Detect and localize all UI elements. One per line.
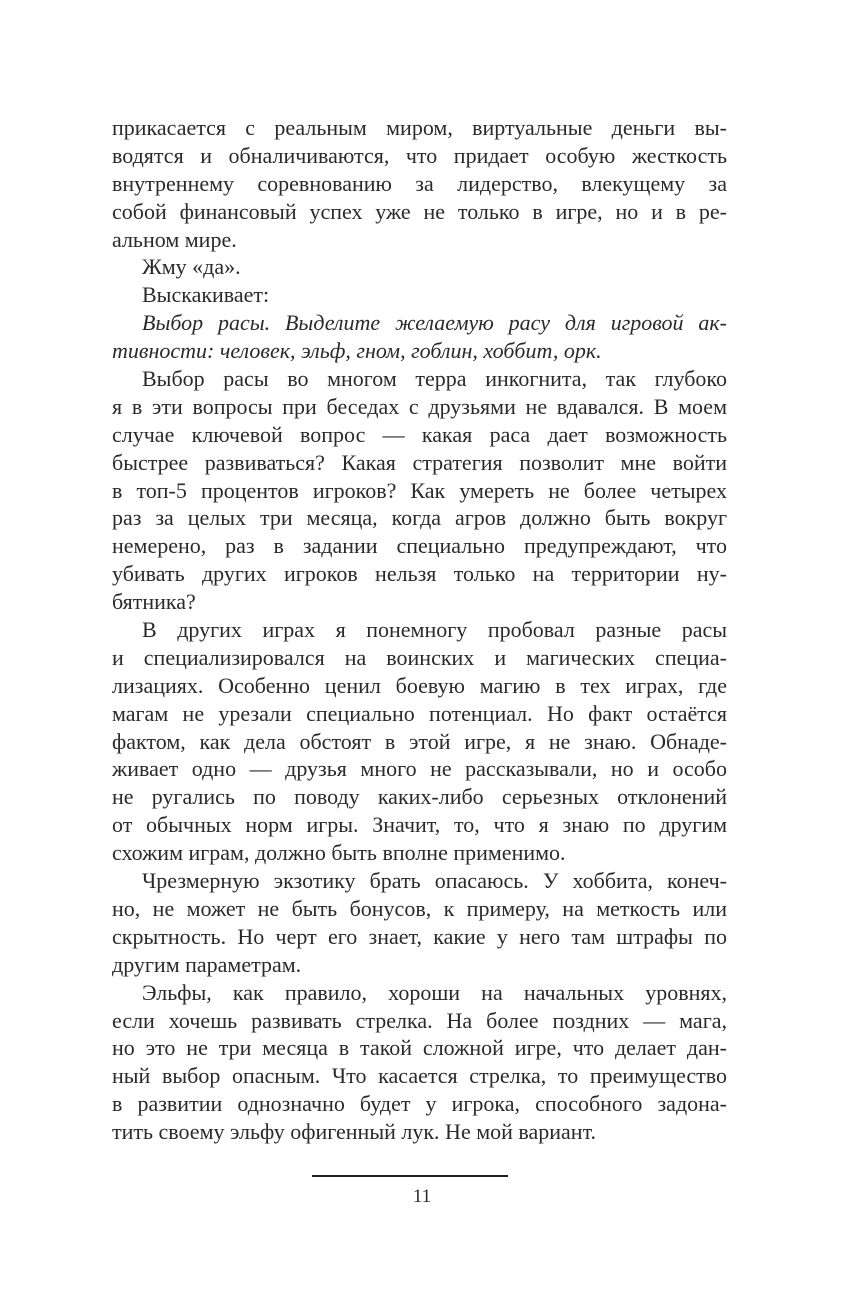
text-line: В других играх я понемногу пробовал разные расы bbox=[142, 617, 727, 643]
text-line: Выбор расы во многом терра инкогнита, так глубоко bbox=[142, 366, 727, 392]
text-line: собой финансовый успех уже не только в игре, но и в ре- bbox=[112, 198, 727, 224]
text-line: но это не три месяца в такой сложной игре, что делает дан- bbox=[112, 1035, 727, 1061]
page-number: 11 bbox=[412, 1186, 432, 1207]
text-line: в топ-5 процентов игроков? Как умереть не более четырех bbox=[112, 477, 727, 503]
text-line: магам не урезали специально потенциал. Но факт остаётся bbox=[112, 700, 727, 726]
text-line: немерено, раз в задании специально предупреждают, что bbox=[112, 533, 727, 559]
text-line: внутреннему соревнованию за лидерство, влекущему за bbox=[112, 170, 727, 196]
text-line: быстрее развиваться? Какая стратегия позволит мне войти bbox=[112, 449, 727, 475]
text-line: прикасается с реальным миром, виртуальные деньги вы- bbox=[112, 115, 727, 140]
text-line: случае ключевой вопрос — какая раса дает возможность bbox=[112, 421, 727, 447]
text-line: но, не может не быть бонусов, к примеру, на меткость или bbox=[112, 895, 727, 921]
footer-rule bbox=[312, 1175, 508, 1177]
text-line: водятся и обналичиваются, что придает особую жесткость bbox=[112, 142, 727, 168]
text-line: Эльфы, как правило, хороши на начальных уровнях, bbox=[142, 979, 727, 1005]
text-line: в развитии однозначно будет у игрока, способного задона- bbox=[112, 1091, 727, 1117]
text-line: я в эти вопросы при беседах с друзьями не вдавался. В моем bbox=[112, 393, 727, 419]
text-line: убивать других игроков нельзя только на территории ну- bbox=[112, 561, 727, 587]
text-line: раз за целых три месяца, когда агров должно быть вокруг bbox=[112, 505, 727, 531]
page-body-text bbox=[112, 114, 727, 1146]
text-line: фактом, как дела обстоят в этой игре, я не знаю. Обнаде- bbox=[112, 728, 727, 754]
text-line: Жму «да». bbox=[142, 254, 241, 280]
text-line: и специализировался на воинских и магических специа- bbox=[112, 644, 727, 670]
text-line: тить своему эльфу офигенный лук. Не мой вариант. bbox=[112, 1119, 597, 1145]
text-line: бятника? bbox=[112, 589, 196, 615]
text-line: Чрезмерную экзотику брать опасаюсь. У хоббита, конеч- bbox=[142, 868, 727, 894]
text-line: ный выбор опасным. Что касается стрелка, то преимущество bbox=[112, 1063, 727, 1089]
text-line: живает одно — друзья много не рассказывали, но и особо bbox=[112, 756, 727, 782]
text-line: не ругались по поводу каких-либо серьезных отклонений bbox=[112, 784, 727, 810]
text-line: Выскакивает: bbox=[142, 282, 270, 308]
text-line: скрытность. Но черт его знает, какие у него там штрафы по bbox=[112, 923, 727, 949]
text-line: лизациях. Особенно ценил боевую магию в тех играх, где bbox=[112, 672, 727, 698]
text-line: от обычных норм игры. Значит, то, что я знаю по другим bbox=[112, 812, 727, 838]
text-line: другим параметрам. bbox=[112, 951, 302, 977]
text-line: Выбор расы. Выделите желаемую расу для игровой ак- bbox=[142, 310, 727, 336]
text-line: схожим играм, должно быть вполне применимо. bbox=[112, 840, 566, 866]
text-line: альном мире. bbox=[112, 226, 237, 252]
text-line: тивности: человек, эльф, гном, гоблин, хоббит, орк. bbox=[112, 338, 602, 364]
text-line: если хочешь развивать стрелка. На более поздних — мага, bbox=[112, 1007, 727, 1033]
